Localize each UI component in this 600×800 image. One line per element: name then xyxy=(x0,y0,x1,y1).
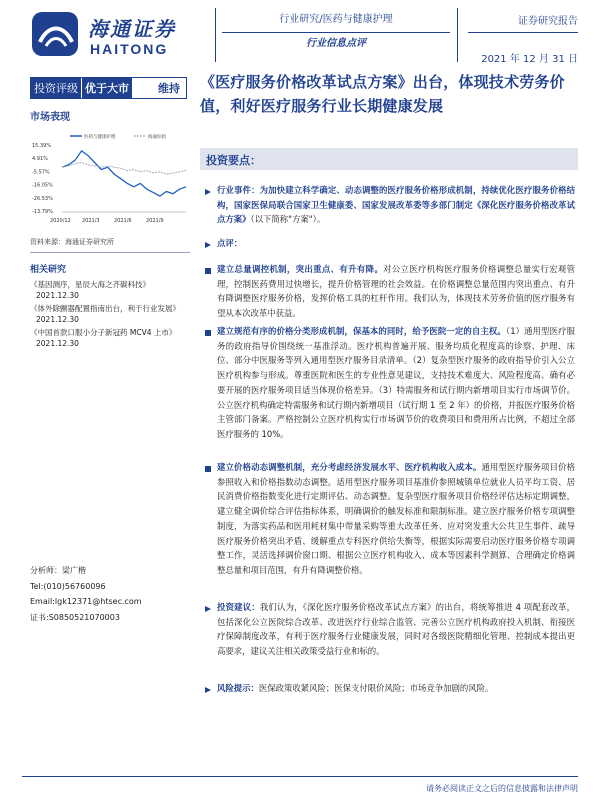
related-research xyxy=(30,265,190,351)
bullet-icon xyxy=(205,268,211,274)
market-title: 市场表现 xyxy=(30,112,70,123)
footer-disclaimer: 请务必阅读正文之后的信息披露和法律声明 xyxy=(426,784,578,793)
related-item[interactable]: 《基因测序，星辰大海之齐碳科技》 2021.12.30 xyxy=(30,280,150,300)
logo-english-name: HAITONG xyxy=(90,41,169,57)
rating-box xyxy=(30,77,187,99)
analyst-email[interactable]: Email:lgk12371@htsec.com xyxy=(30,597,142,606)
logo-chinese-name: 海通证券 xyxy=(88,17,176,41)
report-category: 行业研究/医药与健康护理 xyxy=(279,14,393,25)
header-right xyxy=(468,12,578,65)
bullet-icon xyxy=(205,330,211,336)
analyst-name: 分析师：梁广楷 xyxy=(30,566,86,575)
x-tick-label: 2020/12 xyxy=(50,218,71,224)
bullet-icon xyxy=(205,242,211,248)
bullet-icon xyxy=(205,189,211,195)
source-note: 资料来源：海通证券研究所 xyxy=(30,238,114,246)
legend-label-series-1: 医药与健康护理 xyxy=(84,135,116,140)
y-tick-label: -5.57% xyxy=(32,169,50,176)
y-tick-label: 4.91% xyxy=(32,156,48,163)
related-title: 相关研究 xyxy=(30,265,67,275)
paragraph-dynamic-adjust: 建立价格动态调整机制，充分考虑经济发展水平、医疗机构收入成本。通用型医疗服务项目价格参照收入和价格指数动态调整。适用型医疗服务项目基准价参照城镇单位就业人员平均工资、居民消费价格指数变化进行定期评估、动态调整。复杂型医疗服务项目价格经评估达标定期调整，建立健全调价综合评估指标体系，明确调价的触发标准和限制标准。建立医疗服务价格专项调整制度，为落实药品和医用耗材集中带量采购等重大改革任务、应对突发重大公共卫生事件、疏导医疗服务价格突出矛盾、缓解重点专科医疗供给失衡等，根据实际需要启动医疗服务价格专项调整工作，灵活选择调价窗口期、根据公立医疗机构收入、成本等因素科学测算、合理确定价格调整总量和项目范围，有升有降调整价格。 xyxy=(217,462,576,575)
x-tick-label: 2021/6 xyxy=(114,218,132,224)
x-tick-label: 2021/3 xyxy=(82,218,100,224)
analyst-cert: 证书:S0850521070003 xyxy=(30,612,120,622)
haitong-logo xyxy=(30,10,176,60)
related-item[interactable]: 《体外除颤器配置指南出台，利于行业发展》 2021.12.30 xyxy=(30,304,180,324)
key-points-bar xyxy=(200,148,578,170)
market-performance-chart xyxy=(30,130,190,226)
report-type: 行业信息点评 xyxy=(306,38,366,49)
report-date: 2021 年 12 月 31 日 xyxy=(481,54,578,65)
paragraph-risk: 风险提示：医保政策收紧风险；医保支付限价风险；市场竞争加剧的风险。 xyxy=(217,683,494,693)
logo-emblem-icon xyxy=(30,10,82,58)
key-points-label: 投资要点： xyxy=(206,154,261,167)
report-title: 《医疗服务价格改革试点方案》出台，体现技术劳务价值，利好医疗服务行业长期健康发展 xyxy=(200,73,565,115)
analyst-tel: Tel:(010)56760096 xyxy=(30,581,106,591)
y-tick-label: -13.79% xyxy=(32,209,53,215)
series-line-2 xyxy=(62,163,186,175)
analyst-info xyxy=(30,563,190,625)
y-tick-label: 15.39% xyxy=(32,143,52,149)
header-center xyxy=(222,12,450,52)
paragraph-total-control: 建立总量调控机制，突出重点、有升有降。对公立医疗机构医疗服务价格调整总量实行宏观管理，控制医药费用过快增长，提升价格管理的社会效益。在价格调整总量范围内突出重点、有升有降调整医疗服务价格，发挥价格工具的杠杆作用。我们认为，体现技术劳务价值的医疗服务有望从本次改革中获益。 xyxy=(217,264,576,319)
paragraph-classification: 建立规范有序的价格分类形成机制，保基本的同时，给予医院一定的自主权。（1）通用型医疗服务的政府指导价围绕统一基准浮动。医疗机构普遍开展、服务均质化程度高的诊察、护理、床位、部分中医服务等列入通用型医疗服务目录清单。（2）复杂型医疗服务的政府指导价引入公立医疗机构参与形成。尊重医院和医生的专业性意见建议，支持技术难度大、风险程度高、确有必要开展的医疗服务项目适当体现价格差异。（3）特需服务和试行期内新增项目实行市场调节价。公立医疗机构确定特需服务和试行期内新增项目（试行期 1 至 2 年）的价格，并报医疗服务价格主管部门备案。严格控制公立医疗机构实行市场调节价的收费项目和费用所占比例，不超过全部医疗服务的 10%。 xyxy=(217,326,575,439)
bullet-icon xyxy=(205,466,211,472)
doc-kind: 证券研究报告 xyxy=(518,16,578,27)
rating-label: 投资评级 xyxy=(31,78,81,98)
paragraph-comment: 点评： xyxy=(217,238,243,248)
paragraph-event: 行业事件：为加快建立科学确定、动态调整的医疗服务价格形成机制，持续优化医疗服务价格结构，国家医保局联合国家卫生健康委、国家发展改革委等多部门制定《深化医疗服务价格改革试点方案》（以下简称"方案"）。 xyxy=(217,185,575,225)
x-tick-label: 2021/9 xyxy=(146,218,164,224)
rating-status: 维持 xyxy=(158,82,180,95)
rating-value: 优于大市 xyxy=(81,78,132,98)
paragraph-investment: 投资建议：我们认为，《深化医疗服务价格改革试点方案》的出台，将统筹推进 4 项配套改革，包括深化公立医院综合改革、改进医疗行业综合监管、完善公立医疗机构政府投入机制、衔接医疗保障制度改革，有利于医疗服务行业健康发展，同时对各级医院精细化管理、控制成本提出更高要求，建议关注相关政策受益行业和标的。 xyxy=(217,602,575,657)
related-item[interactable]: 《中国首款口服小分子新冠药 MCV4 上市》 2021.12.30 xyxy=(30,328,177,348)
legend-label-series-2: 海通综指 xyxy=(148,135,166,140)
bullet-icon xyxy=(205,606,211,612)
y-tick-label: -16.05% xyxy=(32,182,53,189)
bullet-icon xyxy=(205,687,211,693)
y-tick-label: -26.53% xyxy=(32,195,53,202)
